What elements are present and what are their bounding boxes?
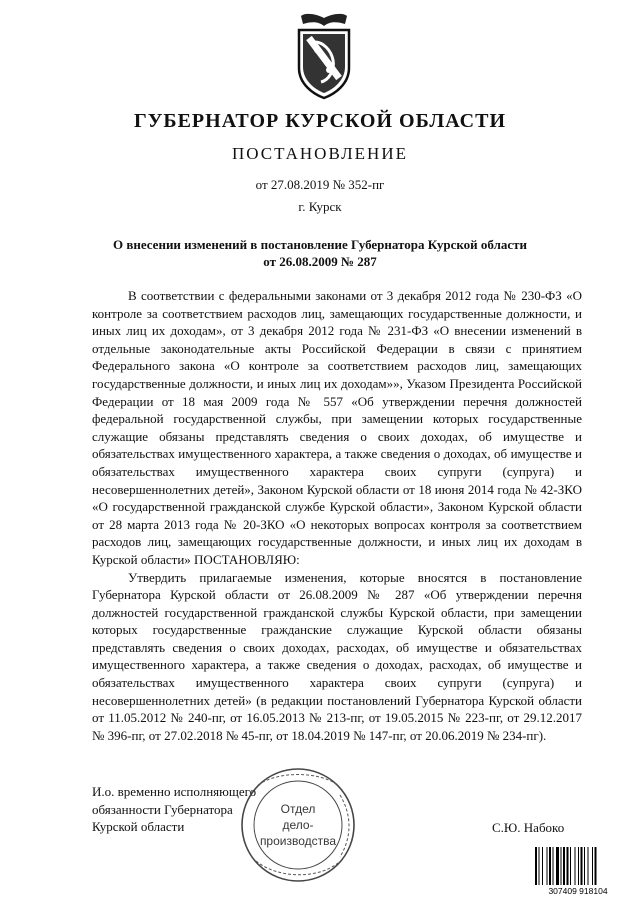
- document-city: г. Курск: [298, 199, 342, 214]
- barcode-bar: [561, 847, 562, 885]
- barcode: [534, 846, 622, 896]
- barcode-bar: [588, 847, 589, 885]
- document-date-number: от 27.08.2019 № 352-пг: [255, 177, 385, 192]
- stamp-line-2: дело-: [282, 818, 314, 832]
- signature-line-1: И.о. временно исполняющего: [92, 784, 257, 799]
- barcode-number: 307409 918104: [548, 886, 608, 896]
- barcode-bar: [567, 847, 569, 885]
- barcode-bar: [595, 847, 597, 885]
- signatory-name: С.Ю. Набоко: [492, 820, 565, 835]
- barcode-bar: [578, 847, 579, 885]
- barcode-bar: [592, 847, 593, 885]
- barcode-bar: [542, 847, 543, 885]
- barcode-bar: [535, 847, 537, 885]
- signature-line-3: Курской области: [92, 819, 185, 834]
- body-paragraph-2: Утвердить прилагаемые изменения, которые вносятся в постановление Губернатора Курской области от 26.08.2009 № 287 «Об утверждении перечня должностей государственной гражданской службы Курской области, при замещении которых государственные гражданские служащие Курской области обязаны представлять сведения о своих доходах, расходах, об имуществе и обязательствах имущественного характера, а также сведения о доходах, расходах, об имуществе и обязательствах имущественного характера своих супруги (супруга) и несовершеннолетних детей» (в редакции постановлений Губернатора Курской области от 11.05.2012 № 240-пг, от 16.05.2013 № 213-пг, от 19.05.2015 № 223-пг, от 29.12.2017 № 396-пг, от 27.02.2018 № 45-пг, от 18.04.2019 № 147-пг, от 20.06.2019 № 234-пг).: [92, 569, 582, 743]
- document-body: [92, 287, 582, 744]
- signature-line-2: обязанности Губернатора: [92, 801, 233, 817]
- barcode-bar: [570, 847, 571, 885]
- barcode-bar: [575, 847, 576, 885]
- coat-of-arms-emblem: [295, 12, 353, 100]
- stamp-line-1: Отдел: [280, 802, 316, 816]
- barcode-bar: [581, 847, 583, 885]
- subject-line-1: О внесении изменений в постановление Губернатора Курской области: [112, 237, 528, 252]
- stamp-line-3: производства: [259, 834, 337, 848]
- barcode-bar: [556, 847, 559, 885]
- document-type: ПОСТАНОВЛЕНИЕ: [231, 144, 408, 163]
- document-subject: [100, 236, 540, 270]
- barcode-bar: [584, 847, 585, 885]
- barcode-bar: [547, 847, 548, 885]
- subject-line-2: от 26.08.2009 № 287: [263, 254, 377, 269]
- barcode-bar: [539, 847, 540, 885]
- office-stamp: [228, 765, 368, 885]
- barcode-bar: [549, 847, 551, 885]
- document-title: ГУБЕРНАТОР КУРСКОЙ ОБЛАСТИ: [133, 110, 507, 132]
- barcode-bar: [563, 847, 565, 885]
- barcode-bar: [553, 847, 554, 885]
- body-paragraph-1: В соответствии с федеральными законами от 3 декабря 2012 года № 230-ФЗ «О контроле за соответствием расходов лиц, замещающих государственные должности, и иных лиц их доходам», от 3 декабря 2012 года № 231-ФЗ «О внесении изменений в отдельные законодательные акты Российской Федерации в связи с принятием Федерального закона «О контроле за соответствием расходов лиц, замещающих государственные должности, и иных лиц их доходам»», Указом Президента Российской Федерации от 18 мая 2009 года № 557 «Об утверждении перечня должностей федеральной государственной службы, при замещении которых государственные служащие обязаны представлять сведения о своих доходах, об имуществе и обязательствах имущественного характера, а также сведения о доходах, об имуществе и обязательствах имущественного характера своих супруги (супруга) и несовершеннолетних детей», Законом Курской области от 18 июня 2014 года № 42-ЗКО «О государственной гражданской службе Курской области», Законом Курской области от 28 марта 2013 года № 20-ЗКО «О некоторых вопросах контроля за соответствием расходов лиц, замещающих государственные должности, и иных лиц их доходам в Курской области» ПОСТАНОВЛЯЮ:: [92, 288, 582, 567]
